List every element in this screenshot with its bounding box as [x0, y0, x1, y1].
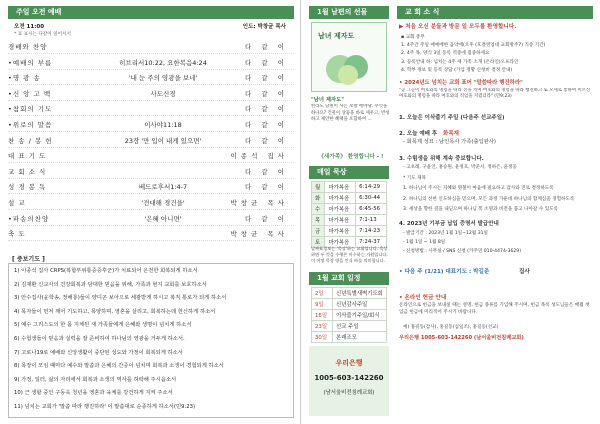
schedule-cell: 16일 — [312, 310, 333, 321]
schedule-cell: 본래조모 — [333, 332, 387, 343]
online-example: 예) 홍길동(감사), 홍길동(십일조), 홍길동(선교) — [403, 325, 499, 330]
service-row-c: 다 같 이 — [245, 105, 288, 114]
reading-cell: 토 — [312, 237, 325, 248]
reading-row — [312, 226, 387, 237]
service-row-c: 이종석 집사 — [230, 152, 288, 161]
service-header: 주일 오전 예배 — [8, 6, 294, 19]
news-line: * 기도 제목 — [403, 175, 426, 181]
prayer-item: 7) 고로나19로 예배와 신앙생활이 중단된 성도와 가정이 회복되게 하소서 — [14, 349, 183, 356]
reading-cell: 마가복음 — [325, 215, 356, 226]
service-time: 오전 11:00 — [14, 24, 45, 30]
service-row-b: 이사야11:18 — [144, 121, 182, 129]
service-row — [8, 73, 294, 85]
next-prayer-role: 집사 — [519, 269, 530, 275]
news-s2-label: 2. 오늘 예배 후 — [399, 131, 438, 137]
service-row-c: 다 같 이 — [245, 43, 288, 51]
reading-cell: 수 — [312, 204, 325, 215]
news-welcome: ▶ 처음 오신 분들과 방문 일 모두를 환영합니다. — [399, 24, 517, 30]
reading-cell: 6:14-29 — [356, 182, 387, 193]
schedule-cell: 선교 주일 — [333, 321, 387, 332]
hands-illustration-icon — [312, 43, 386, 91]
schedule-cell: 이삭줍기주일/회식 — [333, 310, 387, 321]
reading-cell: 7:1-13 — [356, 215, 387, 226]
news-line: 3. 세상을 향한 길을 내딛으며 하나님 복 소명과 비전을 품고 나아갈 수 있도록 — [403, 207, 559, 212]
book-cover — [311, 22, 387, 92]
news-line: - 신청방법 : 사무실 / SNS 신청 (카주연 010-4474-3629) — [403, 249, 522, 254]
prayer-item: 11) 넘치는 교회가 '말씀 따라 행진하라' 이 말씀대로 순종하게 하소서(민9:23) — [14, 404, 196, 410]
news-s4: 4. 2023년 기부금 납입 증명서 발급안내 — [399, 221, 499, 227]
schedule-row — [312, 321, 387, 332]
reading-note: 날짜표경보는 '묵상'하는 교회입니다. 묵상하면 두 것을 수행은 이수하는 자원입니다. 이 어멍 묵상 방을 인식 바를 의미합니다. — [311, 246, 388, 263]
schedule-header: 1월 교회 일정 — [309, 272, 389, 285]
reading-cell: 마가복음 — [325, 193, 356, 204]
reading-table — [311, 181, 387, 248]
schedule-cell: 30일 — [312, 332, 333, 343]
reading-row — [312, 215, 387, 226]
news-s3: 3. 수험생을 위해 계속 중보합니다. — [399, 156, 484, 162]
reading-row — [312, 204, 387, 215]
service-row — [8, 167, 294, 179]
news-line: ▪ 교회 총무 — [401, 35, 425, 40]
schedule-row — [312, 310, 387, 321]
service-row — [8, 120, 294, 132]
service-row — [8, 214, 294, 226]
service-row-c: 다 같 이 — [245, 136, 288, 145]
reading-cell: 마가복음 — [325, 237, 356, 248]
bank-box — [309, 346, 389, 416]
service-row-b: 사도신경 — [150, 89, 176, 98]
service-row-c: 다 같 이 — [245, 121, 288, 129]
news-s2-sub: - 회목제 성묘 : 남인목사 가족(출입완사) — [403, 139, 497, 145]
schedule-row — [312, 288, 387, 299]
service-row — [8, 198, 294, 210]
service-row-c: 다 같 이 — [245, 183, 288, 192]
reading-cell: 월 — [312, 182, 325, 193]
service-row-a: •예배의 부름 — [8, 58, 53, 67]
service-row-c: 박창균 목사 — [230, 230, 288, 239]
bank-owner: (남서울비전침례교회) — [323, 390, 375, 396]
news-line: 2. 하나님의 선한 인도하심을 믿으며, 모든 과정 가운데 하나님의 함께심을 경험하도록 — [403, 196, 575, 202]
service-row-c: 다 같 이 — [245, 167, 288, 176]
service-row-b: 히브리서10:22, 요한복음4:24 — [119, 58, 207, 67]
prayer-item: 3) 안수집사(윤학송, 정해룡)들이 양디곤 보아으로 세광받게 하시고 복직 통로가 되게 하소서 — [14, 295, 227, 302]
news-header: 교 회 소 식 — [397, 6, 593, 19]
prayer-title: [ 중보기도 ] — [12, 256, 45, 263]
prayer-item: 9) 가정, 일터, 삶의 자리에서 회복과 소생의 역사를 허락해 주시옵소서 — [14, 376, 177, 383]
service-row-b: 23장 '만 입이 내게 있으면' — [124, 136, 202, 145]
service-row — [8, 58, 294, 70]
prayer-item: 10) 근 생할 중인 구동욱 청년을 엥혼과 육체를 강건하게 지켜 주소서 — [14, 390, 173, 397]
online-text: 온라인으로 헌금을 보내실 때는 성명, 헌금 종류를 기입해 주시며, 헌금 목록 성도님들은 매월 첫 입금 헌금에 미리적어 주시기 바랍니다. — [399, 303, 590, 315]
prayer-item: 4) 목자들이 먼저 깨어 기도하고, 목양하며, 영혼을 살리고, 회복하는데 헌신하게 하소서 — [14, 308, 216, 315]
bank-name: 우리은행 — [335, 359, 363, 367]
reading-cell: 금 — [312, 226, 325, 237]
service-row-a: •신 앙 고 백 — [8, 89, 52, 98]
schedule-cell: 신년특별새벽기도회 — [333, 288, 387, 299]
schedule-cell: 23일 — [312, 321, 333, 332]
news-line: - 고초례, 구윤인, 홍승원, 윤정호, 박준서, 정하은, 윤정웅 — [403, 165, 517, 170]
reading-cell: 7:24-37 — [356, 237, 387, 248]
service-row-a: 성 경 봉 독 — [8, 183, 47, 192]
book-description: 헌라도 남편이 사는 보방 에야당. 무엇을 하나요? 건물이 상품을 바로 세우고, 반성하고 제안한 혜택을 포함하여 ... — [311, 104, 390, 123]
schedule-row — [312, 299, 387, 310]
schedule-cell: 신년감사주일 — [333, 299, 387, 310]
reading-cell: 마가복음 — [325, 182, 356, 193]
news-line: - 1월 1일 ~ 1월 8일 — [403, 240, 446, 245]
online-title: • 온라인 헌금 안내 — [399, 295, 447, 301]
service-row-c: 다 같 이 — [245, 89, 288, 98]
reading-cell: 7:14-23 — [356, 226, 387, 237]
service-row — [8, 136, 294, 148]
news-s2-name: 화목재 — [443, 131, 459, 137]
news-line: 4. 학부 정보 및 등록 상담 (가입 정황 신청비 결정 안내) — [401, 67, 513, 73]
reading-cell: 마가복음 — [325, 226, 356, 237]
prayer-item: 1) 이종석 집사 CRPS(복합부위통증증후군)가 치료되어 온전한 회복되게 하소서 — [14, 268, 198, 274]
reading-cell: 목 — [312, 215, 325, 226]
reading-cell: 마가복음 — [325, 204, 356, 215]
service-row — [8, 229, 294, 241]
next-prayer: • 다음 주 (1/21) 대표기도 : 박길준 — [399, 269, 490, 275]
prayer-item: 2) 김재환 신교사의 건강회복과 담대한 믿음을 위해, 가족과 현지 교회를 보호하소서 — [14, 281, 207, 288]
service-leader: 인도: 박창균 목사 — [242, 24, 286, 30]
reading-header: 매일 묵상 — [309, 166, 389, 179]
service-row — [8, 42, 294, 54]
service-row-b: '내 눈 주의 영광을 보네' — [128, 74, 198, 83]
service-row-a: 찬 송 / 봉 헌 — [8, 136, 53, 145]
service-row-a: 교 회 소 식 — [8, 167, 47, 176]
prayer-item: 5) 예수 그리스도의 한 몸 지체된 새 가족들에게 은혜와 생명이 넘치게 하소서 — [14, 322, 192, 329]
reading-cell: 6:45-56 — [356, 204, 387, 215]
service-row-a: •참회의 기도 — [8, 105, 53, 114]
news-line: 1. 하나님이 주시는 지혜와 명철이 마음에 필요하고 감사와 진로 결정하도록 — [403, 186, 554, 191]
sidebar-header: 1월 남편의 선물 — [309, 6, 389, 19]
motto-title: • 2024년도 넘치는 교회 표어 "말씀따라 행진하라" — [399, 80, 523, 86]
prayer-item: 6) 수험생들이 믿음과 실력을 잘 준비하여 하나님의 영광을 거두게 하소서. — [14, 336, 185, 342]
service-row-a: 설 교 — [8, 199, 26, 207]
service-row-a: 축 도 — [8, 230, 26, 239]
service-row — [8, 104, 294, 116]
service-row-c: 다 같 이 — [245, 74, 288, 83]
service-row-b: '견대해 경건을' — [141, 199, 185, 207]
reading-row — [312, 193, 387, 204]
service-row-b: '은혜 아니면' — [144, 214, 182, 223]
service-row — [8, 151, 294, 163]
service-row-c: 다 같 이 — [245, 214, 288, 223]
reading-row — [312, 182, 387, 193]
service-note: * 표 표시는 다같이 일어서서 — [14, 32, 71, 37]
book-title: 남녀 제자도 — [318, 32, 355, 40]
service-row — [8, 182, 294, 194]
prayer-item: 8) 목장이 모임 때마다 예수와 말씀과 은혜의 간증이 넘치며 회복과 소생이 경험되게 하소서 — [14, 363, 224, 370]
schedule-cell: 2일 — [312, 288, 333, 299]
service-row-a: •명 광 송 — [8, 74, 41, 83]
service-row-a: 경배와 찬양 — [8, 43, 48, 51]
schedule-cell: 9일 — [312, 299, 333, 310]
reading-cell: 화 — [312, 193, 325, 204]
right-page — [300, 0, 600, 424]
reading-cell: 6:30-44 — [356, 193, 387, 204]
news-line: 2. 4주 목, 양식 3일 동록 역중에 집중하세요 — [401, 51, 490, 57]
service-row — [8, 89, 294, 101]
service-row-b: 베드로후서1:4-7 — [138, 183, 188, 192]
news-line: 1. 4주간 주일 매예배한 음악에(오후 (호결영업대 교회방주7) 직송 기간) — [401, 43, 546, 49]
news-line: 3. 등록안내 하: 넘치는 4주 세 가족 소개 (온라인)오프라인 — [401, 59, 519, 65]
motto-text: "곧 그들이 여호와의 명령을 따라 진을 치며 여호와의 명령을 따라 행진하고 또 모세로 통하여 이르신 여호와의 명령을 따라 여호와의 직임을 지켰더라" (민9:23) — [399, 88, 591, 100]
service-row-c: 다 같 이 — [245, 58, 288, 67]
book-caption: "남녀 제자도" — [311, 97, 344, 103]
bank-account: 1005-603-142260 — [314, 374, 384, 382]
news-s1: 1. 오늘은 이삭줍기 주일 (다음주 선교주일) — [399, 115, 505, 121]
news-line: - 발급기간 : 2023년 1월 1일~12월 31일 — [403, 231, 488, 236]
service-row-c: 박창균 목사 — [230, 199, 288, 207]
welcome-new-family: 《새가족》 환영합니다 - ! — [318, 154, 384, 160]
service-row-a: •위로의 말씀 — [8, 121, 53, 129]
online-bank: 우리은행 1005-603-142260 (남서울비전침례교회) — [399, 335, 524, 341]
schedule-table — [311, 287, 387, 343]
service-row-a: •파송의찬양 — [8, 214, 50, 223]
service-row-a: 대 표 기 도 — [8, 152, 47, 161]
schedule-row — [312, 332, 387, 343]
